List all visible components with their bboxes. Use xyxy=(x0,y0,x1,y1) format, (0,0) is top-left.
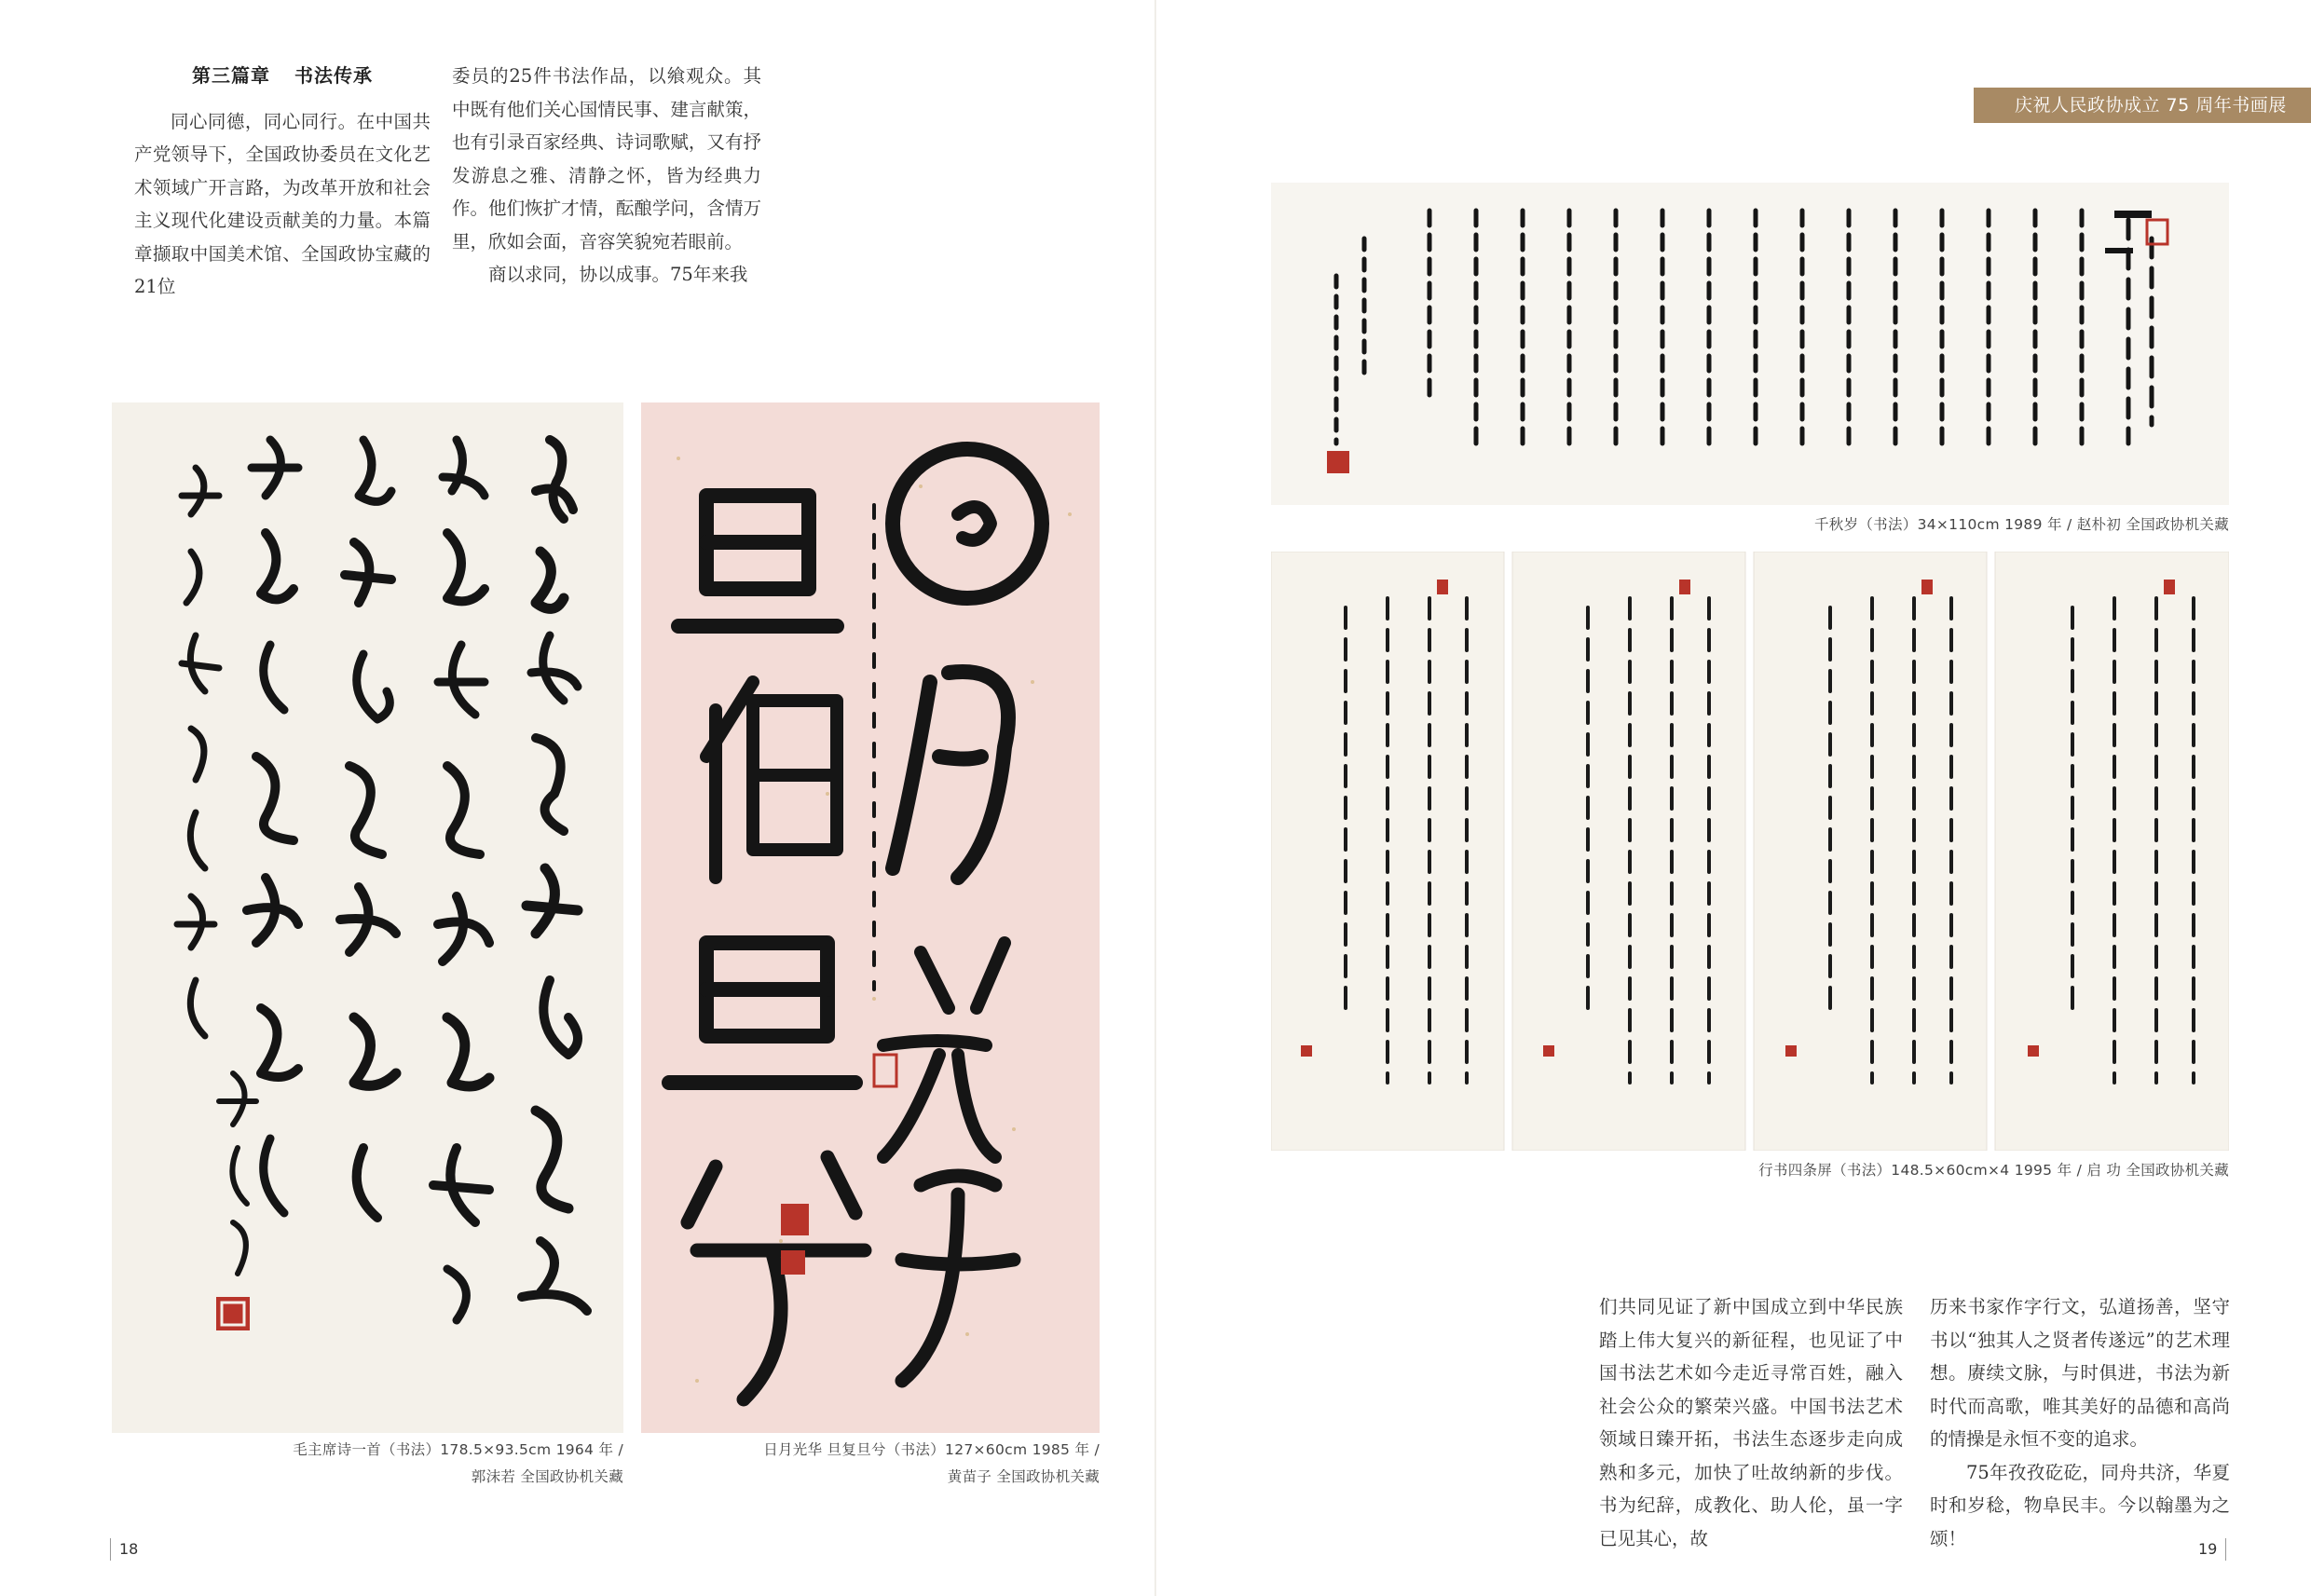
caption-zhao-puchu xyxy=(1271,512,2229,539)
caption-line: 行书四条屏（书法）148.5×60cm×4 1995 年 / 启 功 全国政协机关藏 xyxy=(1758,1162,2229,1179)
paragraph: 75年孜孜矻矻，同舟共济，华夏时和岁稔，物阜民丰。今以翰墨为之颂！ xyxy=(1930,1461,2230,1549)
caption-line: 郭沫若 全国政协机关藏 xyxy=(471,1468,623,1485)
paragraph: 历来书家作字行文，弘道扬善，坚守书以“独其人之贤者传遂远”的艺术理想。赓续文脉，与时俱进，书法为新时代而高歌，唯其美好的品德和高尚的情操是永恒不变的追求。 xyxy=(1930,1296,2230,1450)
calligraphy-huang-miaozi xyxy=(641,402,1100,1433)
calligraphy-zhao-puchu xyxy=(1271,183,2229,505)
body-text-column-4 xyxy=(1930,1290,2230,1555)
calligraphy-qi-gong-drawing xyxy=(1271,552,2229,1151)
caption-guo-moruo xyxy=(112,1437,623,1491)
chapter-number: 第三篇章 xyxy=(192,64,270,87)
calligraphy-huang-miaozi-drawing xyxy=(641,402,1100,1433)
chapter-title xyxy=(134,60,431,93)
page-number-left: 18 xyxy=(110,1538,138,1561)
calligraphy-zhao-puchu-drawing xyxy=(1271,183,2229,505)
paragraph: 商以求同，协以成事。75年来我 xyxy=(488,264,748,285)
body-text-column-2 xyxy=(452,60,761,292)
caption-line: 千秋岁（书法）34×110cm 1989 年 / 赵朴初 全国政协机关藏 xyxy=(1813,516,2229,533)
caption-line: 黄苗子 全国政协机关藏 xyxy=(947,1468,1100,1485)
caption-huang-miaozi xyxy=(641,1437,1100,1491)
chapter-name: 书法传承 xyxy=(294,64,373,87)
caption-qi-gong xyxy=(1271,1157,2229,1184)
exhibition-banner: 庆祝人民政协成立 75 周年书画展 xyxy=(1974,88,2311,123)
calligraphy-guo-moruo xyxy=(112,402,623,1433)
paragraph: 们共同见证了新中国成立到中华民族踏上伟大复兴的新征程，也见证了中国书法艺术如今走近寻常百姓，融入社会公众的繁荣兴盛。中国书法艺术领域日臻开拓，书法生态逐步走向成熟和多元，加快了吐故纳新的步伐。书为纪辞，成教化、助人伦，虽一字已见其心，故 xyxy=(1599,1296,1903,1549)
caption-line: 日月光华 旦复旦兮（书法）127×60cm 1985 年 / xyxy=(763,1441,1100,1458)
body-text-column-3 xyxy=(1599,1290,1903,1555)
page-number-right: 19 xyxy=(2198,1538,2226,1561)
body-text-column-1 xyxy=(134,60,431,304)
paragraph: 委员的25件书法作品，以飨观众。其中既有他们关心国情民事、建言献策，也有引录百家经典、诗词歌赋，又有抒发游息之雅、清静之怀，皆为经典力作。他们恢扩才情，酝酿学问，含情万里，欣如会面，音容笑貌宛若眼前。 xyxy=(452,65,761,252)
calligraphy-guo-moruo-drawing xyxy=(112,402,623,1433)
calligraphy-qi-gong-four-panels xyxy=(1271,552,2229,1151)
caption-line: 毛主席诗一首（书法）178.5×93.5cm 1964 年 / xyxy=(293,1441,623,1458)
spread-fold xyxy=(1155,0,1156,1596)
paragraph: 同心同德，同心同行。在中国共产党领导下，全国政协委员在文化艺术领域广开言路，为改革开放和社会主义现代化建设贡献美的力量。本篇章撷取中国美术馆、全国政协宝藏的21位 xyxy=(134,110,431,297)
